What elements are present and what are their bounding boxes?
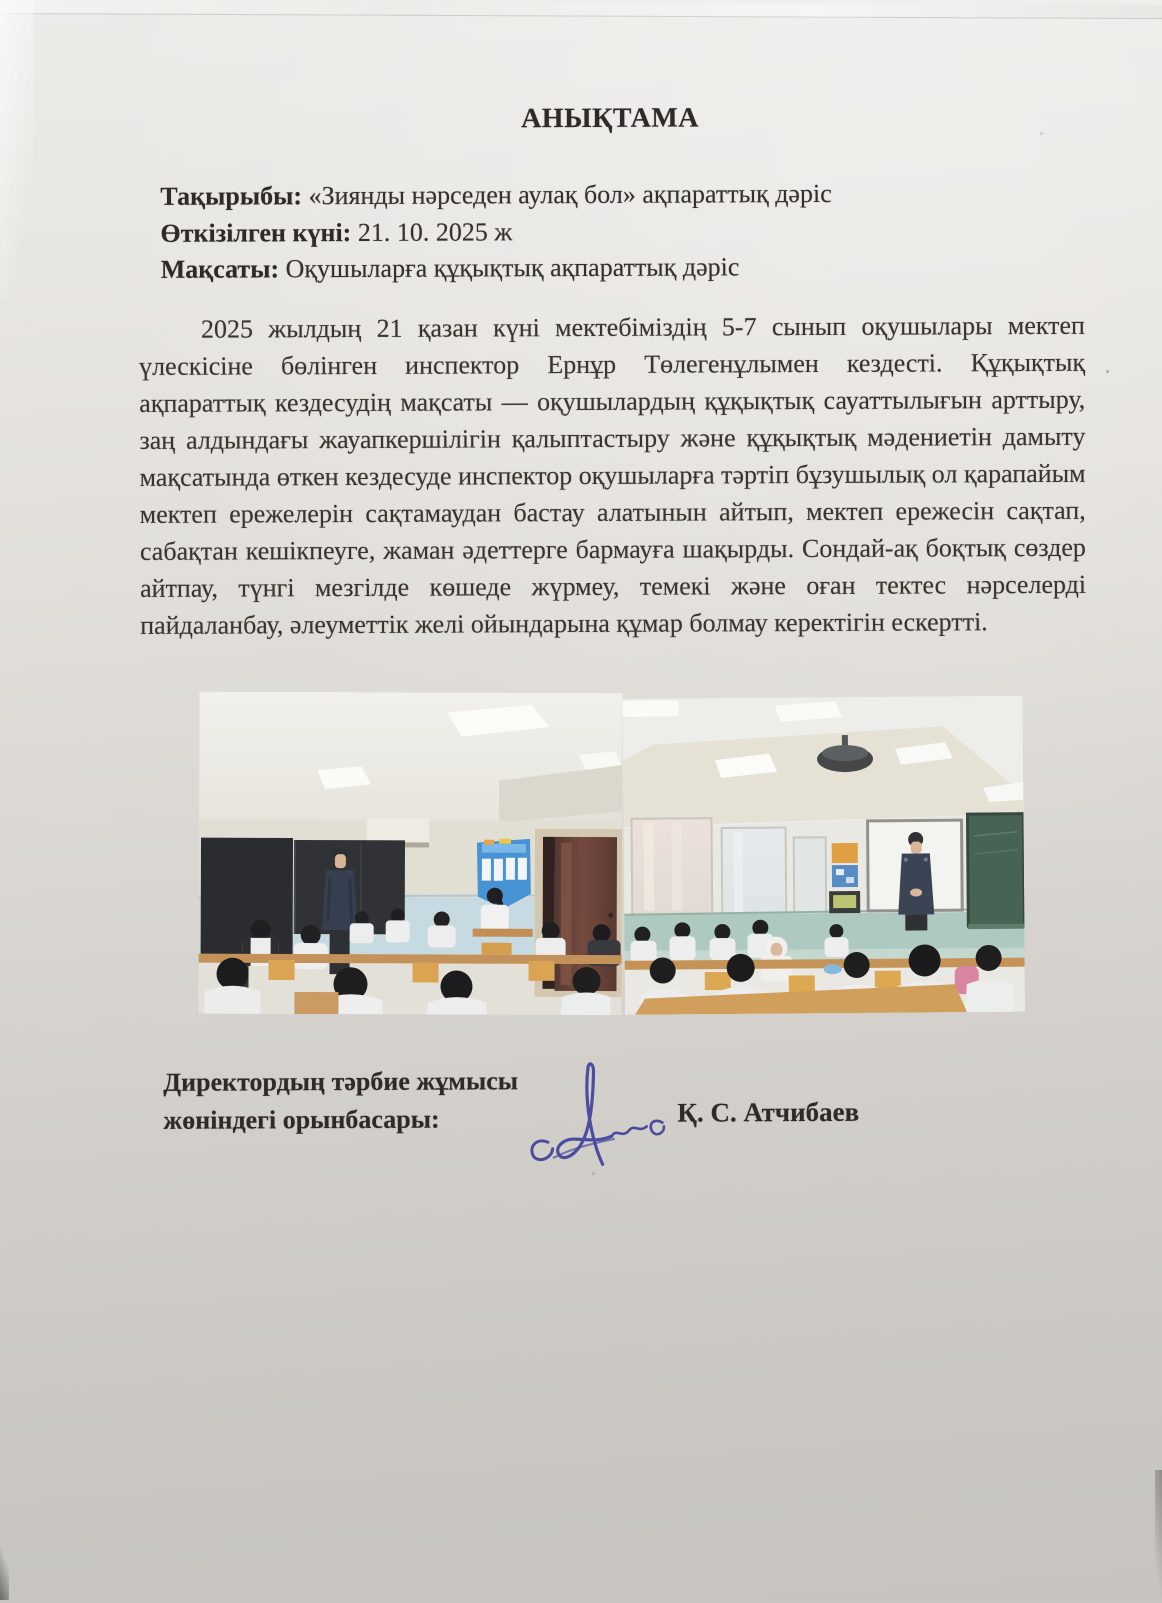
signature-name: Қ. С. Атчибаев [677, 1097, 859, 1129]
classroom-photo-right [623, 696, 1025, 1015]
classroom-photo-left [198, 692, 622, 1015]
meta-topic [160, 176, 831, 215]
meta-topic-value: «Зиянды нәрседен аулақ бол» ақпараттық дәріс [309, 179, 832, 210]
signature-role-line2: жөніндегі орынбасары: [163, 1100, 518, 1140]
meta-goal-value: Оқушыларға құқықтық ақпараттық дәріс [286, 252, 740, 283]
signature-role [163, 1062, 518, 1140]
meta-date-label: Өткізілген күні: [160, 217, 351, 247]
document-title: АНЫҚТАМА [137, 101, 1083, 137]
meta-date [160, 212, 831, 251]
meta-goal-label: Мақсаты: [161, 254, 280, 284]
signature-role-line1: Директордың тәрбие жұмысы [163, 1062, 518, 1102]
meta-goal [161, 249, 832, 288]
body-paragraph: 2025 жылдың 21 қазан күні мектебіміздің 5-7 сынып оқушылары мектеп үлескісіне бөлінген инспектор Ернұр Төлегенұлымен кездесті. Құқықтық ақпараттық кездесудің мақсаты — оқушылардың құқықтық сауаттылығын арттыру, заң алдындағы жауапкершілігін қалыптастыру және құқықтық мәдениетін дамыту мақсатында өткен кездесуде инспектор оқушыларға тәртіп бұзушылық ол қарапайым мектеп ережелерін сақтамаудан бастау алатынын айтып, мектеп ережесін сақтап, сабақтан кешікпеуге, жаман әдеттерге бармауға шақырды. Сондай-ақ боқтық сөздер айтпау, түнгі мезгілде көшеде жүрмеу, темекі және оған тектес нәрселерді пайдаланбау, әлеуметтік желі ойындарына құмар болмау керектігін ескертті. [139, 307, 1086, 644]
meta-block [160, 176, 832, 288]
photo-row [200, 688, 1024, 1014]
meta-date-value: 21. 10. 2025 ж [358, 217, 513, 247]
meta-topic-label: Тақырыбы: [160, 181, 302, 211]
signature-ink [519, 1056, 690, 1172]
